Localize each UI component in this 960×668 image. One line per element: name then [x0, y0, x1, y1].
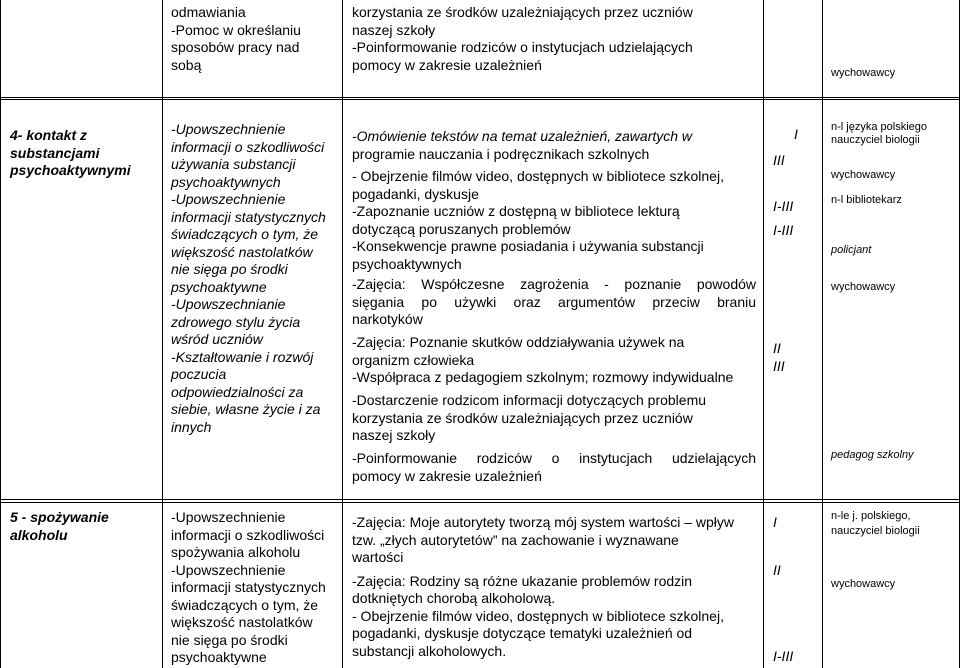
goal-line: innych	[171, 418, 212, 435]
goal-line: -Upowszechnienie	[171, 509, 286, 525]
method-line: -Zajęcia: Moje autorytety tworzą mój system wartości – wpływ	[352, 514, 734, 530]
method-line: sięgania po używki oraz argumentów przeciw braniu	[352, 293, 756, 310]
topic-line: 5 - spożywanie	[10, 509, 109, 525]
row-divider	[0, 99, 960, 100]
goal-line: odmawiania	[171, 4, 246, 20]
column-divider	[0, 0, 1, 668]
topic-line: 4- kontakt z	[10, 127, 88, 143]
goals-cell	[171, 509, 339, 667]
method-line: tzw. „złych autorytetów” na zachowanie i wyznawane	[352, 531, 679, 548]
responsible-line: wychowawcy	[831, 67, 896, 79]
method-line: narkotyków	[352, 311, 423, 327]
responsible-line: nauczyciel biologii	[831, 525, 920, 537]
goal-line: używania substancji	[171, 156, 296, 172]
method-line: -Zajęcia: Rodziny są różne ukazanie problemów rodzin	[352, 572, 693, 589]
method-line: substancji alkoholowych.	[352, 642, 507, 659]
method-line: pomocy w zakresie uzależnień	[352, 56, 542, 73]
goal-line: -Upowszechnienie	[171, 561, 286, 578]
method-line: psychoaktywnych	[352, 255, 462, 272]
goal-line: -Kształtowanie i rozwój	[171, 348, 314, 365]
class-level: III	[773, 152, 785, 168]
goals-cell	[171, 4, 339, 74]
goal-line: psychoaktywne	[171, 649, 267, 665]
method-line: korzystania ze środków uzależniających przez uczniów	[352, 4, 693, 20]
row-divider	[0, 97, 960, 98]
responsible-line: n-l języka polskiego	[831, 121, 927, 133]
goal-line: poczucia	[171, 366, 227, 382]
goal-line: spożywania alkoholu	[171, 544, 301, 560]
method-line: -Omówienie tekstów na temat uzależnień, zawartych w	[352, 128, 693, 144]
method-line: -Zajęcia: Współczesne zagrożenia - poznanie powodów	[352, 276, 756, 292]
class-level: III	[773, 358, 785, 374]
method-line: -Współpraca z pedagogiem szkolnym; rozmowy indywidualne	[352, 369, 734, 385]
column-divider	[342, 0, 343, 668]
class-level: I	[794, 126, 798, 142]
responsible-line: n-le j. polskiego,	[831, 510, 911, 522]
method-line: -Poinformowanie rodziców o instytucjach udzielających	[352, 450, 756, 466]
topic-line: substancjami	[10, 144, 100, 161]
goal-line: -Upowszechnienie	[171, 121, 286, 137]
methods-cell	[352, 4, 758, 74]
method-line: -Zajęcia: Poznanie skutków oddziaływania używek na	[352, 334, 685, 350]
responsible-line: wychowawcy	[831, 281, 896, 293]
method-line: - Obejrzenie filmów video, dostępnych w bibliotece szkolnej,	[352, 607, 724, 624]
goal-line: zdrowego stylu życia	[171, 313, 301, 330]
responsible-line: nauczyciel biologii	[831, 134, 920, 146]
goal-line: większość nastolatków	[171, 614, 313, 630]
method-line: programie nauczania i podręcznikach szkolnych	[352, 145, 650, 162]
goal-line: informacji o szkodliwości	[171, 526, 325, 543]
method-line: naszej szkoły	[352, 427, 436, 443]
goal-line: -Upowszechnienie	[171, 191, 286, 207]
responsible-cell	[831, 509, 957, 592]
column-divider	[822, 0, 823, 668]
goal-line: sobą	[171, 56, 202, 73]
goal-line: świadczących o tym, że	[171, 226, 319, 242]
responsible-line: n-l bibliotekarz	[831, 194, 902, 206]
method-line: korzystania ze środków uzależniających przez uczniów	[352, 409, 693, 426]
goal-line: większość nastolatków	[171, 243, 313, 260]
goal-line: -Pomoc w określaniu	[171, 21, 301, 38]
class-level: I-III	[773, 648, 794, 664]
goal-line: nie sięga po środki	[171, 261, 288, 277]
method-line: -Dostarczenie rodzicom informacji dotyczących problemu	[352, 392, 707, 408]
goal-line: świadczących o tym, że	[171, 596, 319, 613]
goal-line: nie sięga po środki	[171, 631, 288, 648]
method-line: dotkniętych chorobą alkoholową.	[352, 590, 556, 606]
topic-line: alkoholu	[10, 526, 68, 543]
goal-line: psychoaktywnych	[171, 173, 281, 190]
method-line: -Zapoznanie uczniów z dostępną w bibliotece lekturą	[352, 203, 680, 219]
responsible-line: policjant	[831, 244, 872, 256]
class-level: I-III	[773, 222, 794, 238]
method-line: wartości	[352, 549, 404, 565]
responsible-line: wychowawcy	[831, 578, 896, 590]
row-divider	[0, 499, 960, 500]
topic-line: psychoaktywnymi	[10, 162, 131, 178]
class-level: I-III	[773, 198, 794, 214]
method-line: -Poinformowanie rodziców o instytucjach udzielających	[352, 39, 693, 55]
responsible-line: wychowawcy	[831, 169, 896, 181]
goal-line: informacji o szkodliwości	[171, 138, 325, 155]
class-level: I	[773, 514, 777, 530]
method-line: organizm człowieka	[352, 351, 475, 368]
topic-cell	[10, 127, 160, 180]
responsible-line: pedagog szkolny	[831, 449, 914, 461]
class-level: II	[773, 340, 781, 356]
methods-cell	[352, 514, 758, 660]
goal-line: sposobów pracy nad	[171, 39, 300, 55]
goal-line: odpowiedzialności za	[171, 383, 304, 400]
goals-cell	[171, 121, 339, 436]
class-level: II	[773, 562, 781, 578]
method-line: - Obejrzenie filmów video, dostępnych w bibliotece szkolnej,	[352, 168, 724, 184]
goal-line: -Upowszechnianie	[171, 296, 286, 312]
column-divider	[162, 0, 163, 668]
method-line: dotyczącą poruszanych problemów	[352, 220, 571, 237]
responsible-cell	[831, 66, 956, 81]
goal-line: siebie, własne życie i za	[171, 401, 321, 417]
method-line: pomocy w zakresie uzależnień	[352, 467, 542, 484]
method-line: naszej szkoły	[352, 21, 436, 38]
topic-cell	[10, 509, 160, 544]
row-divider	[0, 502, 960, 503]
goal-line: psychoaktywne	[171, 278, 267, 295]
goal-line: informacji statystycznych	[171, 579, 326, 595]
method-line: pogadanki, dyskusje	[352, 185, 479, 202]
method-line: -Konsekwencje prawne posiadania i używania substancji	[352, 238, 704, 254]
goal-line: wśród uczniów	[171, 331, 263, 347]
goal-line: informacji statystycznych	[171, 208, 326, 225]
column-divider	[763, 0, 764, 668]
method-line: pogadanki, dyskusje dotyczące tematyki uzależnień od	[352, 625, 693, 641]
